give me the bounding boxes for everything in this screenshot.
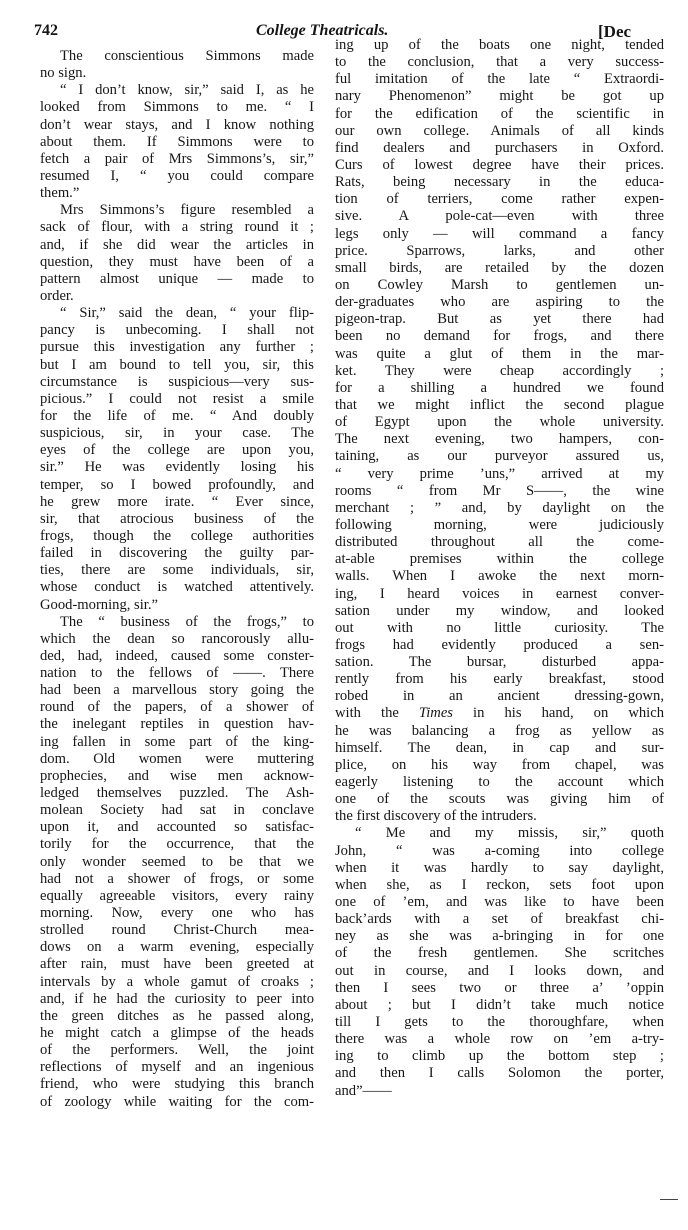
text-line: pattern almost unique — made to: [40, 270, 314, 287]
text-line: prophecies, and wise men acknow-: [40, 767, 314, 784]
paragraph: [40, 305, 314, 614]
text-line: our own college. Animals of all kinds: [335, 122, 664, 139]
text-line: the inelegant reptiles in question hav-: [40, 716, 314, 733]
text-line: morning. Now, every one who has: [40, 905, 314, 922]
text-line: there was a whole row on ’em a-try-: [335, 1031, 664, 1048]
paragraph: [335, 825, 664, 1099]
text-line: legs only — will command a fancy: [335, 225, 664, 242]
text-line: and”——: [335, 1082, 392, 1099]
text-line: The “ business of the frogs,” to: [60, 613, 314, 630]
text-line: on Cowley Marsh to gentlemen un-: [335, 276, 664, 293]
text-line: when she, as I reckon, sets foot upon: [335, 876, 664, 893]
text-line: ney as she was a-bringing in for one: [335, 928, 664, 945]
text-line: had been a marvellous story going the: [40, 682, 314, 699]
text-line: dom. Old women were muttering: [40, 750, 314, 767]
text-column-right: [335, 37, 664, 1100]
text-line: out with no little curiosity. The: [335, 619, 664, 636]
text-line: fetch a pair of Mrs Simmons’s, sir,”: [40, 150, 314, 167]
text-line: then I sees two or three a’ ’oppin: [335, 979, 664, 996]
text-line: failed in discovering the guilty par-: [40, 545, 314, 562]
text-line: circumstance is suspicious—very sus-: [40, 373, 314, 390]
text-line: ful imitation of the late “ Extraordi-: [335, 71, 664, 88]
text-line: suspicious, sir, in your case. The: [40, 425, 314, 442]
text-line: eagerly listening to the account which: [335, 774, 664, 791]
text-line: torily for the occurrence, that the: [40, 836, 314, 853]
paragraph: [40, 48, 314, 82]
text-line: “ very prime ’uns,” arrived at my: [335, 465, 664, 482]
text-line: sive. A pole-cat—even with three: [335, 208, 664, 225]
page-number: 742: [34, 22, 58, 39]
text-line: resumed I, “ you could compare: [40, 167, 314, 184]
text-line: plice, on his way from chapel, was: [335, 756, 664, 773]
text-line: which the dean so rancorously allu-: [40, 630, 314, 647]
text-line: sir, that atrocious business of the: [40, 510, 314, 527]
text-line: looked from Simmons to me. “ I: [40, 99, 314, 116]
text-line: rently from his early breakfast, stood: [335, 671, 664, 688]
text-line: at-able premises within the college: [335, 551, 664, 568]
text-line: “ I don’t know, sir,” said I, as he: [60, 82, 314, 99]
text-line: he grew more irate. “ Ever since,: [40, 493, 314, 510]
text-line: ket. They were cheap accordingly ;: [335, 362, 664, 379]
text-line: whose conduct is watched attentively.: [40, 579, 314, 596]
text-line: to the conclusion, that a very success-: [335, 54, 664, 71]
text-line: “ Me and my missis, sir,” quoth: [355, 825, 664, 842]
text-line: nary Phenomenon” might be got up: [335, 88, 664, 105]
text-line: walls. When I awoke the next morn-: [335, 568, 664, 585]
text-line: dows on a warm evening, especially: [40, 939, 314, 956]
text-line: price. Sparrows, larks, and other: [335, 242, 664, 259]
text-line: sation under my window, and looked: [335, 602, 664, 619]
text-line: don’t wear stays, and I know nothing: [40, 116, 314, 133]
text-line: strolled round Christ-Church mea-: [40, 922, 314, 939]
text-line: taining, as our purveyor assured us,: [335, 448, 664, 465]
text-line: order.: [40, 287, 74, 304]
text-line: Good-morning, sir.”: [40, 596, 158, 613]
text-line: following morning, were judiciously: [335, 516, 664, 533]
paragraph: [40, 614, 314, 1111]
text-line: one of ’em, and was like to have been: [335, 894, 664, 911]
text-line: ties, there are some individuals, sir,: [40, 562, 314, 579]
text-line: pursue this investigation any further ;: [40, 339, 314, 356]
text-line: ledged themselves puzzled. The Ash-: [40, 785, 314, 802]
text-line: Curs of lowest degree have their prices.: [335, 156, 664, 173]
text-line: John, “ was a-coming into college: [335, 842, 664, 859]
text-line: them.”: [40, 185, 80, 202]
text-line: back’ards with a set of breakfast chi-: [335, 911, 664, 928]
text-line: of the performers. Well, the joint: [40, 1042, 314, 1059]
text-line: molean Society had sat in conclave: [40, 802, 314, 819]
text-line: of the fresh gentlemen. She scritches: [335, 945, 664, 962]
text-line: friend, who were studying this branch: [40, 1076, 314, 1093]
text-line: question, they must have been of a: [40, 253, 314, 270]
text-line: with the Times in his hand, on which: [335, 705, 664, 722]
text-column-left: [40, 48, 314, 1111]
text-line: ing up of the boats one night, tended: [335, 37, 664, 53]
text-line: about them. If Simmons were to: [40, 133, 314, 150]
text-line: robed in an ancient dressing-gown,: [335, 688, 664, 705]
text-line: the first discovery of the intruders.: [335, 808, 537, 825]
text-line: find dealers and purchasers in Oxford.: [335, 139, 664, 156]
text-line: ing to climb up the bottom step ;: [335, 1048, 664, 1065]
text-line: was quite a glut of them in the mar-: [335, 345, 664, 362]
text-line: ing fallen in some part of the king-: [40, 733, 314, 750]
text-line: intervals by a whole gamut of croaks ;: [40, 973, 314, 990]
text-line: had not a shower of frogs, or some: [40, 870, 314, 887]
text-line: been no demand for frogs, and there: [335, 328, 664, 345]
text-line: for a shilling a hundred we found: [335, 379, 664, 396]
text-line: for the life of me. “ And doubly: [40, 407, 314, 424]
text-line: sack of flour, with a string round it ;: [40, 219, 314, 236]
text-line: no sign.: [40, 65, 87, 82]
text-line: that we might inflict the second plague: [335, 396, 664, 413]
text-line: ded, had, indeed, caused some conster-: [40, 647, 314, 664]
text-line: tion of terriers, come rather expen-: [335, 191, 664, 208]
text-line: and, if he had the curiosity to peer into: [40, 990, 314, 1007]
text-line: the green ditches as he passed along,: [40, 1007, 314, 1024]
text-line: he might catch a glimpse of the heads: [40, 1025, 314, 1042]
text-line: temper, so I bowed profoundly, and: [40, 476, 314, 493]
text-line: picious.” I could not resist a smile: [40, 390, 314, 407]
text-line: frogs, though the college authorities: [40, 527, 314, 544]
text-line: but I am bound to tell you, sir, this: [40, 356, 314, 373]
text-line: Rats, being necessary in the educa-: [335, 174, 664, 191]
text-line: rooms “ from Mr S——, the wine: [335, 482, 664, 499]
text-line: The next evening, two hampers, con-: [335, 431, 664, 448]
corner-rule-mark: [660, 1199, 678, 1200]
text-line: eyes of the college are upon you,: [40, 442, 314, 459]
paragraph: [40, 202, 314, 305]
text-line: small birds, are retailed by the dozen: [335, 259, 664, 276]
text-line: only wonder seemed to be that we: [40, 853, 314, 870]
text-line: merchant ; ” and, by daylight on the: [335, 499, 664, 516]
text-line: ing, I heard voices in earnest conver-: [335, 585, 664, 602]
text-line: pancy is unbecoming. I shall not: [40, 322, 314, 339]
text-line: for the edification of the scientific in: [335, 105, 664, 122]
text-line: about ; but I didn’t take much notice: [335, 996, 664, 1013]
running-title: College Theatricals.: [256, 22, 389, 39]
paragraph: [40, 82, 314, 202]
text-line: of zoology while waiting for the com-: [40, 1093, 314, 1110]
text-line: upon it, and accounted so satisfac-: [40, 819, 314, 836]
text-line: sir.” He was evidently losing his: [40, 459, 314, 476]
text-line: sation. The bursar, disturbed appa-: [335, 654, 664, 671]
text-line: equally agreeable visitors, every rainy: [40, 887, 314, 904]
month-marker: [Dec: [598, 22, 632, 41]
text-line: distributed throughout all the come-: [335, 534, 664, 551]
text-line: when it was hardly to say daylight,: [335, 859, 664, 876]
paragraph: [335, 37, 664, 825]
text-line: round of the papers, of a shower of: [40, 699, 314, 716]
text-line: der-graduates who are aspiring to the: [335, 294, 664, 311]
text-line: reflections of myself and an ingenious: [40, 1059, 314, 1076]
text-line: Mrs Simmons’s figure resembled a: [60, 202, 314, 219]
text-line: of Egypt upon the whole university.: [335, 414, 664, 431]
text-line: out in course, and I looks down, and: [335, 962, 664, 979]
text-line: The conscientious Simmons made: [60, 48, 314, 64]
text-line: frogs had evidently produced a sen-: [335, 636, 664, 653]
text-line: till I gets to the thoroughfare, when: [335, 1014, 664, 1031]
text-line: “ Sir,” said the dean, “ your flip-: [60, 305, 314, 322]
text-line: he was balancing a frog as yellow as: [335, 722, 664, 739]
text-line: one of the scouts was giving him of: [335, 791, 664, 808]
text-line: pigeon-trap. But as yet there had: [335, 311, 664, 328]
text-line: after rain, must have been greeted at: [40, 956, 314, 973]
text-line: himself. The dean, in cap and sur-: [335, 739, 664, 756]
text-line: and then I calls Solomon the porter,: [335, 1065, 664, 1082]
text-line: nation to the fellows of ——. There: [40, 665, 314, 682]
text-line: and, if she did wear the articles in: [40, 236, 314, 253]
